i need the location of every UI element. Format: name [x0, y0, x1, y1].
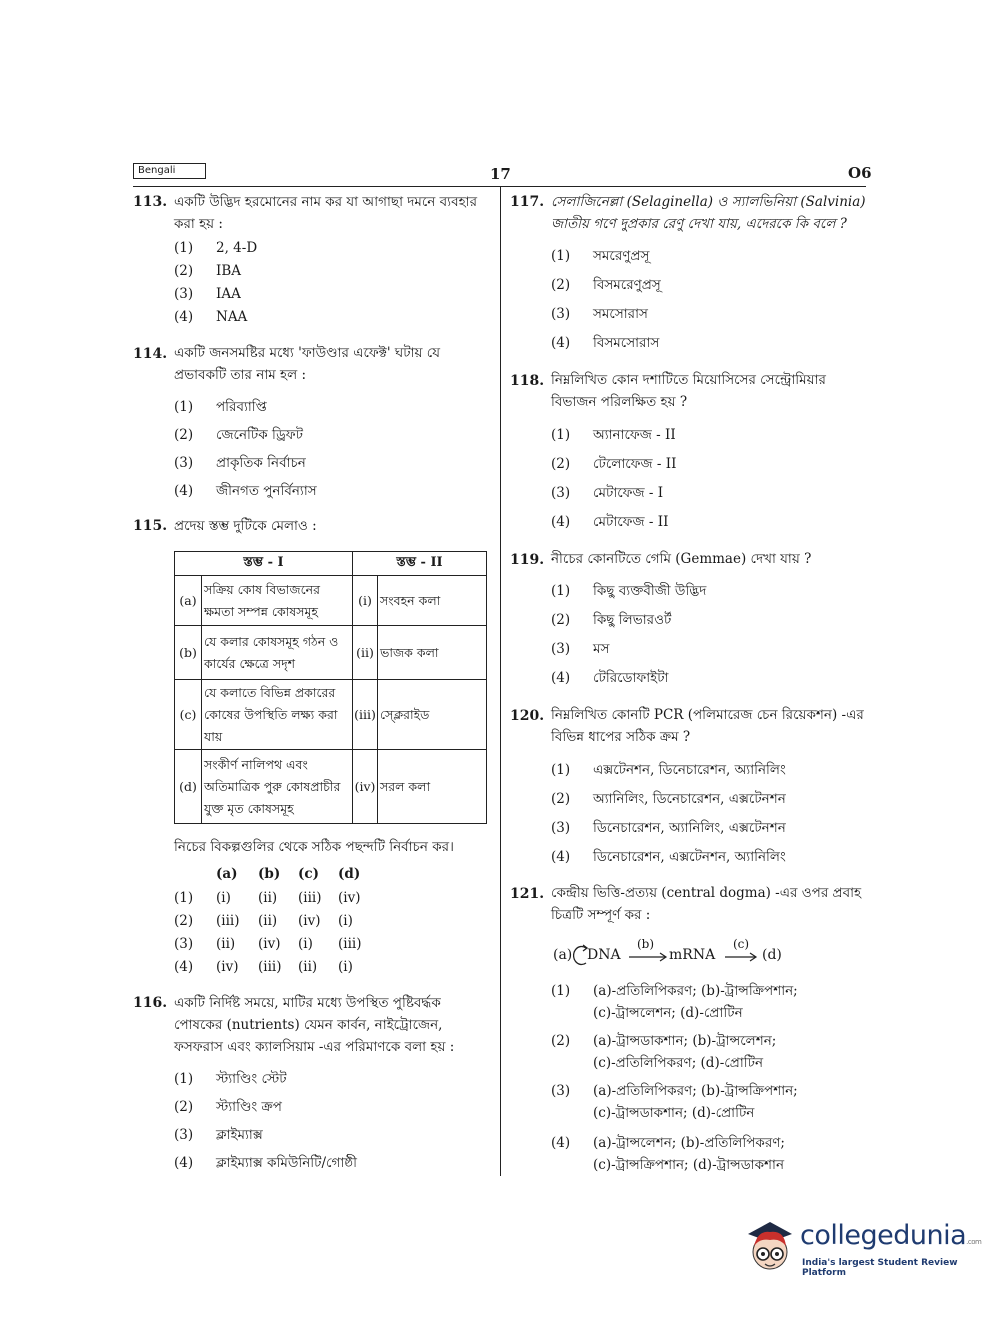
option[interactable]: (2) (a)-ট্রান্সডাকশান; (b)-ট্রান্সলেশন; (c)-প্রতিলিপিকরণ; (d)-প্রোটিন — [551, 1033, 777, 1071]
answer-cell: (iii) — [298, 890, 322, 906]
row-label: (c) — [175, 680, 202, 750]
flow-label-d: (d) — [762, 947, 782, 963]
option[interactable]: (4) টেরিডোফাইটা — [551, 670, 669, 686]
option[interactable]: (2) জেনেটিক ড্রিফট — [174, 427, 303, 443]
page-number: 17 — [490, 165, 511, 183]
answer-cell: (i) — [298, 936, 313, 952]
option[interactable]: (1) এক্সটেনশন, ডিনেচারেশন, অ্যানিলিং — [551, 762, 786, 778]
row-numeral: (ii) — [353, 626, 378, 680]
option[interactable]: (3) (a)-প্রতিলিপিকরণ; (b)-ট্রান্সক্রিপশান; (c)-ট্রান্সডাকশান; (d)-প্রোটিন — [551, 1083, 798, 1121]
option[interactable]: (1) পরিব্যাপ্তি — [174, 399, 267, 415]
answer-cell: (ii) — [298, 959, 318, 975]
answer-option-number[interactable]: (4) — [174, 959, 194, 975]
option[interactable]: (2) কিছু লিভারওর্ট — [551, 612, 672, 628]
question-number: 118. — [510, 373, 545, 389]
question-text: সেলাজিনেল্লা (Selaginella) ও স্যালভিনিয়া (Salvinia) জাতীয় গণে দুপ্রকার রেণু দেখা যায়, এদেরকে কি বলে ? — [551, 194, 866, 232]
column-1-cell: সক্রিয় কোষ বিভাজনের ক্ষমতা সম্পন্ন কোষসমূহ — [202, 576, 353, 626]
column-1-cell: যে কলাতে বিভিন্ন প্রকারের কোষের উপস্থিতি লক্ষ্য করা যায় — [202, 680, 353, 750]
question-number: 120. — [510, 708, 545, 724]
question-text: একটি নির্দিষ্ট সময়ে, মাটির মধ্যে উপস্থিত পুষ্টিবর্দ্ধক পোষকের (nutrients) যেমন কার্বন, নাইট্রোজেন, ফসফরাস এবং ক্যালসিয়াম -এর পরিমাণকে বলা হয় : — [174, 995, 455, 1055]
question-text: নিম্নলিখিত কোন দশাটিতে মিয়োসিসের সেন্ট্রোমিয়ার বিভাজন পরিলক্ষিত হয় ? — [551, 372, 826, 410]
row-numeral: (iv) — [353, 750, 378, 824]
answer-grid — [174, 866, 374, 976]
option[interactable]: (2) অ্যানিলিং, ডিনেচারেশন, এক্সটেনশন — [551, 791, 786, 807]
row-label: (d) — [175, 750, 202, 824]
row-numeral: (iii) — [353, 680, 378, 750]
question-text: প্রদেয় স্তম্ভ দুটিকে মেলাও : — [174, 518, 317, 534]
option[interactable]: (3) ডিনেচারেশন, অ্যানিলিং, এক্সটেনশন — [551, 820, 786, 836]
option[interactable]: (1) 2, 4-D — [174, 240, 258, 256]
question-number: 117. — [510, 194, 545, 210]
option[interactable]: (2) স্ট্যাণ্ডিং ক্রপ — [174, 1099, 282, 1115]
row-label: (a) — [175, 576, 202, 626]
answer-cell: (ii) — [216, 936, 236, 952]
answer-cell: (iv) — [258, 936, 281, 952]
answer-cell: (i) — [216, 890, 231, 906]
answer-cell: (iii) — [338, 936, 362, 952]
booklet-code: O6 — [848, 164, 872, 182]
question-text: একটি উদ্ভিদ হরমোনের নাম কর যা আগাছা দমনে ব্যবহার করা হয় : — [174, 194, 478, 232]
answer-header: (a) — [216, 866, 238, 882]
question-number: 114. — [133, 346, 168, 362]
instruction-text: নিচের বিকল্পগুলির থেকে সঠিক পছন্দটি নির্বাচন কর। — [174, 839, 454, 855]
column-2-cell: স্ক্লেরাইড — [378, 680, 487, 750]
brand-tagline: India's largest Student Review Platform — [802, 1258, 958, 1278]
row-label: (b) — [175, 626, 202, 680]
column-2-cell: সরল কলা — [378, 750, 487, 824]
answer-cell: (ii) — [258, 890, 278, 906]
column-2-cell: ভাজক কলা — [378, 626, 487, 680]
central-dogma-flow — [553, 937, 793, 970]
arrow-right-icon — [725, 952, 759, 962]
answer-cell: (iii) — [216, 913, 240, 929]
option[interactable]: (3) সমসোরাস — [551, 306, 648, 322]
answer-option-number[interactable]: (2) — [174, 913, 194, 929]
option[interactable]: (3) মস — [551, 641, 610, 657]
answer-header: (c) — [298, 866, 319, 882]
option[interactable]: (3) IAA — [174, 286, 241, 302]
option[interactable]: (4) ডিনেচারেশন, এক্সটেনশন, অ্যানিলিং — [551, 849, 786, 865]
option[interactable]: (2) বিসমরেণুপ্রসূ — [551, 277, 661, 293]
mascot-icon — [740, 1212, 798, 1282]
row-numeral: (i) — [353, 576, 378, 626]
option[interactable]: (2) টেলোফেজ - II — [551, 456, 677, 472]
column-2-header: স্তম্ভ - II — [353, 552, 487, 576]
option[interactable]: (1) কিছু ব্যক্তবীজী উদ্ভিদ — [551, 583, 707, 599]
answer-cell: (i) — [338, 913, 353, 929]
option[interactable]: (4) NAA — [174, 309, 248, 325]
answer-option-number[interactable]: (1) — [174, 890, 194, 906]
answer-option-number[interactable]: (3) — [174, 936, 194, 952]
option[interactable]: (4) জীনগত পুনর্বিন্যাস — [174, 483, 317, 499]
question-number: 115. — [133, 518, 168, 534]
question-text: নিম্নলিখিত কোনটি PCR (পলিমারেজ চেন রিয়েকশন) -এর বিভিন্ন ধাপের সঠিক ক্রম ? — [551, 707, 864, 745]
question-text: নীচের কোনটিতে গেমি (Gemmae) দেখা যায় ? — [551, 551, 812, 567]
option[interactable]: (4) (a)-ট্রান্সলেশন; (b)-প্রতিলিপিকরণ; (c)-ট্রান্সক্রিপশান; (d)-ট্রান্সডাকশান — [551, 1135, 785, 1173]
column-1-header: স্তম্ভ - I — [175, 552, 353, 576]
flow-label-c: (c) — [733, 937, 750, 951]
option[interactable]: (3) মেটাফেজ - I — [551, 485, 664, 501]
flow-label-a: (a) — [553, 947, 573, 963]
arrow-right-icon — [629, 952, 669, 962]
answer-header: (b) — [258, 866, 281, 882]
option[interactable]: (4) বিসমসোরাস — [551, 335, 660, 351]
option[interactable]: (1) সমরেণুপ্রসূ — [551, 248, 650, 264]
column-2-cell: সংবহন কলা — [378, 576, 487, 626]
column-divider — [500, 186, 501, 1176]
answer-cell: (ii) — [258, 913, 278, 929]
option[interactable]: (1) স্ট্যাণ্ডিং স্টেট — [174, 1071, 287, 1087]
question-number: 113. — [133, 194, 168, 210]
match-table — [174, 551, 487, 824]
option[interactable]: (3) প্রাকৃতিক নির্বাচন — [174, 455, 306, 471]
answer-cell: (i) — [338, 959, 353, 975]
option[interactable]: (1) অ্যানাফেজ - II — [551, 427, 676, 443]
column-1-cell: যে কলার কোষসমূহ গঠন ও কার্যের ক্ষেত্রে সদৃশ — [202, 626, 353, 680]
flow-label-b: (b) — [637, 937, 655, 951]
question-number: 121. — [510, 886, 545, 902]
option[interactable]: (1) (a)-প্রতিলিপিকরণ; (b)-ট্রান্সক্রিপশান; (c)-ট্রান্সলেশন; (d)-প্রোটিন — [551, 983, 798, 1021]
option[interactable]: (2) IBA — [174, 263, 242, 279]
flow-dna: DNA — [587, 947, 621, 963]
option[interactable]: (3) ক্লাইম্যাক্স — [174, 1127, 263, 1143]
language-label: Bengali — [133, 163, 206, 179]
option[interactable]: (4) ক্লাইম্যাক্স কমিউনিটি/গোষ্ঠী — [174, 1155, 357, 1171]
collegedunia-logo[interactable] — [740, 1212, 982, 1282]
answer-cell: (iv) — [338, 890, 361, 906]
option[interactable]: (4) মেটাফেজ - II — [551, 514, 669, 530]
question-text: কেন্দ্রীয় ভিত্তি-প্রত্যয় (central dogma) -এর ওপর প্রবাহ চিত্রটি সম্পূর্ণ কর : — [551, 885, 862, 923]
flow-mrna: mRNA — [669, 947, 716, 963]
answer-cell: (iv) — [216, 959, 239, 975]
answer-cell: (iii) — [258, 959, 282, 975]
question-text: একটি জনসমষ্টির মধ্যে 'ফাউণ্ডার এফেক্ট' ঘটায় যে প্রভাবকটি তার নাম হল : — [174, 345, 441, 383]
question-number: 116. — [133, 995, 168, 1011]
brand-name: collegedunia.com — [800, 1220, 982, 1251]
answer-header: (d) — [338, 866, 361, 882]
answer-cell: (iv) — [298, 913, 321, 929]
column-1-cell: সংকীর্ণ নালিপথ এবং অতিমাত্রিক পুরু কোষপ্রাচীর যুক্ত মৃত কোষসমূহ — [202, 750, 353, 824]
question-number: 119. — [510, 552, 545, 568]
